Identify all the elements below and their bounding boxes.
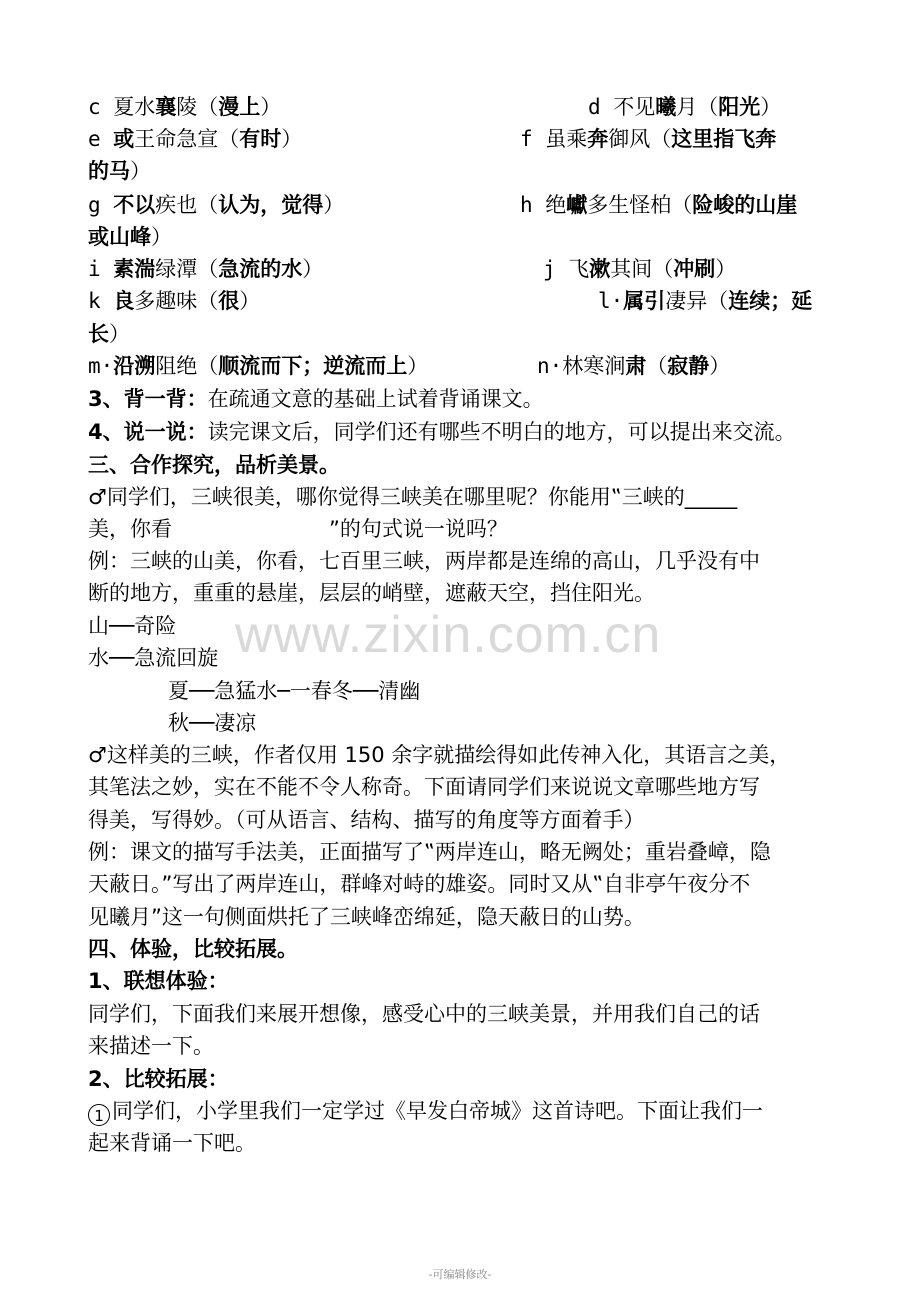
question1-line2 [88, 514, 508, 544]
say-line [88, 417, 796, 447]
vocab-paren: ） [281, 127, 303, 151]
vocab-gloss-continuation [88, 319, 130, 349]
vocab-gloss-continuation [88, 222, 172, 252]
vocab-paren: ） [239, 289, 261, 313]
say-text: 读完课文后，同学们还有哪些不明白的地方，可以提出来交流。 [207, 420, 796, 444]
vocab-gloss: 这里指飞奔 [671, 127, 777, 151]
vocab-item-left [88, 92, 281, 122]
question2-line2: 其笔法之妙，实在不能不令人称奇。下面请同学们来说说文章哪些地方写 [88, 775, 760, 799]
vocab-gloss: 长 [88, 322, 109, 346]
vocab-text: 虽乘 [545, 127, 588, 151]
vocab-text: 飞 [568, 257, 590, 281]
vocab-paren: ） [407, 354, 429, 378]
vocab-paren: ） [130, 159, 151, 183]
vocab-letter: k [88, 289, 114, 313]
recite-text: 在疏通文意的基础上试着背诵课文。 [207, 387, 544, 411]
example2-line2: 天蔽日。”写出了两岸连山，群峰对峙的雄姿。同时又从‟自非亭午夜分不 [88, 872, 751, 896]
vocab-gloss: 有时 [239, 127, 282, 151]
mountain-note: 山──奇险 [88, 614, 177, 638]
vocab-paren: ） [109, 322, 130, 346]
vocab-key-word: 巘 [566, 193, 588, 217]
example2-line1: 例：课文的描写手法美，正面描写了‟两岸连山，略无阙处；重岩叠嶂，隐 [88, 840, 771, 864]
vocab-text: 不见 [613, 95, 656, 119]
vocab-paren: （ [197, 354, 219, 378]
example1-line2: 断的地方，重重的悬崖，层层的峭壁，遮蔽天空，挡住阳光。 [88, 581, 655, 605]
vocab-key-word: 良 [113, 289, 135, 313]
vocab-gloss: 急流的水 [218, 257, 303, 281]
say-heading: 4、说一说： [88, 420, 208, 444]
vocab-text: 多趣味 [134, 289, 198, 313]
recite-heading: 3、背一背： [88, 387, 208, 411]
vocab-letter: d [588, 95, 614, 119]
vocab-text: 阻绝 [155, 354, 198, 378]
section1-title: 1、联想体验： [88, 969, 229, 993]
part4-title: 四、体验，比较拓展。 [88, 937, 298, 961]
vocab-gloss: 的马 [88, 159, 130, 183]
autumn-note: 秋──凄凉 [168, 711, 257, 735]
question1-line2a: 美，你看 [88, 517, 172, 541]
vocab-paren: （ [197, 257, 219, 281]
question2-line3: 得美，写得妙。（可从语言、结构、描写的角度等方面着手） [88, 808, 645, 832]
summer-note: 夏──急猛水─一春冬──清幽 [168, 679, 421, 703]
vocab-item-left [88, 286, 260, 316]
vocab-key-word: 奔 [587, 127, 609, 151]
vocab-letter: g [88, 193, 114, 217]
vocab-letter: e [88, 127, 114, 151]
vocab-paren: （ [652, 257, 674, 281]
vocab-key-word: 襄 [155, 95, 177, 119]
section2-title: 2、比较拓展： [88, 1067, 229, 1091]
vocab-key-word: 或 [113, 127, 135, 151]
vocab-key-word: 曦 [655, 95, 677, 119]
vocab-letter: n· [537, 354, 563, 378]
vocab-text: 凄异 [665, 289, 708, 313]
recite-line [88, 384, 544, 414]
part3-title: 三、合作探究，品析美景。 [88, 453, 340, 477]
vocab-paren: ） [709, 354, 731, 378]
vocab-item-right [543, 254, 736, 284]
vocab-paren: ） [715, 257, 737, 281]
vocab-text: 御风 [608, 127, 651, 151]
vocab-paren: ） [760, 95, 782, 119]
vocab-letter: c [88, 95, 114, 119]
vocab-paren: （ [197, 193, 219, 217]
vocab-paren: ） [323, 193, 345, 217]
vocab-letter: l· [598, 289, 624, 313]
vocab-text: 月 [676, 95, 698, 119]
question1-line1: ♂同学们，三峡很美，哪你觉得三峡美在哪里呢？你能用‟三峡的_____ [88, 485, 738, 509]
vocab-letter: i [88, 257, 114, 281]
vocab-text: 林寒涧 [562, 354, 626, 378]
vocab-gloss: 漫上 [218, 95, 261, 119]
vocab-paren: （ [197, 95, 219, 119]
question1-line2b: ”的句式说一说吗？ [329, 517, 508, 541]
vocab-text: 王命急宣 [134, 127, 219, 151]
vocab-gloss: 顺流而下；逆流而上 [218, 354, 408, 378]
example1-line1: 例：三峡的山美，你看，七百里三峡，两岸都是连绵的高山，几乎没有中 [88, 549, 760, 573]
watermark: www.zixin.com.cn [235, 606, 662, 664]
vocab-gloss: 寂静 [667, 354, 710, 378]
vocab-letter: f [520, 127, 546, 151]
vocab-item-right [588, 92, 781, 122]
vocab-text: 其间 [610, 257, 653, 281]
vocab-key-word: 属引 [623, 289, 666, 313]
vocab-paren: （ [707, 289, 729, 313]
vocab-paren: ） [302, 257, 324, 281]
vocab-paren: ） [151, 225, 172, 249]
vocab-text: 多生怪柏 [587, 193, 672, 217]
vocab-text: 陵 [176, 95, 198, 119]
vocab-key-word: 漱 [589, 257, 611, 281]
vocab-gloss-continuation [88, 156, 151, 186]
vocab-gloss: 阳光 [718, 95, 761, 119]
vocab-text: 绿潭 [155, 257, 198, 281]
vocab-item-right [537, 351, 730, 381]
question2-line1: ♂这样美的三峡，作者仅用 150 余字就描绘得如此传神入化，其语言之美， [88, 743, 791, 767]
section1-line1: 同学们，下面我们来展开想像，感受心中的三峡美景，并用我们自己的话 [88, 1002, 760, 1026]
section2-line2: 起来背诵一下吧。 [88, 1131, 256, 1155]
vocab-text: 疾也 [155, 193, 198, 217]
vocab-key-word: 素湍 [113, 257, 156, 281]
vocab-item-left [88, 190, 344, 220]
water-note: 水──急流回旋 [88, 646, 219, 670]
vocab-gloss: 或山峰 [88, 225, 151, 249]
vocab-letter: m· [88, 354, 114, 378]
vocab-gloss: 冲刷 [673, 257, 716, 281]
vocab-gloss: 连续；延 [728, 289, 813, 313]
vocab-letter: h [520, 193, 546, 217]
vocab-paren: （ [197, 289, 219, 313]
vocab-key-word: 肃 [625, 354, 647, 378]
page-footer: -可编辑修改- [428, 1268, 492, 1281]
vocab-key-word: 不以 [113, 193, 156, 217]
vocab-paren: （ [650, 127, 672, 151]
vocab-item-right [520, 124, 776, 154]
vocab-paren: （ [218, 127, 240, 151]
circled-number: 1 [88, 1104, 110, 1126]
vocab-gloss: 很 [218, 289, 240, 313]
vocab-paren: （ [646, 354, 668, 378]
vocab-text: 夏水 [113, 95, 156, 119]
vocab-gloss: 险峻的山崖 [692, 193, 798, 217]
vocab-paren: （ [671, 193, 693, 217]
vocab-item-right [520, 190, 797, 220]
section1-line2: 来描述一下。 [88, 1034, 214, 1058]
vocab-paren: （ [697, 95, 719, 119]
vocab-item-left [88, 351, 428, 381]
vocab-item-left [88, 124, 302, 154]
vocab-paren: ） [260, 95, 282, 119]
section2-line1-text: 同学们，小学里我们一定学过《早发白帝城》这首诗吧。下面让我们一 [112, 1099, 763, 1123]
vocab-item-left [88, 254, 323, 284]
vocab-text: 绝 [545, 193, 567, 217]
vocab-item-right [598, 286, 812, 316]
section2-line1 [88, 1096, 763, 1126]
example2-line3: 见曦月”这一句侧面烘托了三峡峰峦绵延，隐天蔽日的山势。 [88, 905, 645, 929]
vocab-gloss: 认为，觉得 [218, 193, 324, 217]
vocab-key-word: 沿溯 [113, 354, 156, 378]
vocab-letter: j [543, 257, 569, 281]
